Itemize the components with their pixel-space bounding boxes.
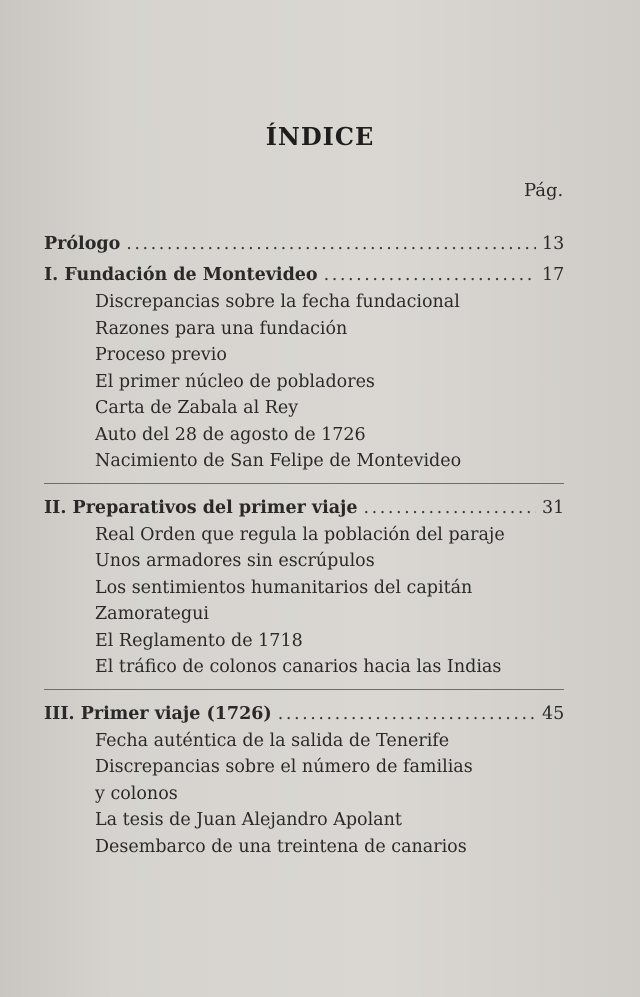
toc-entry-chapter-1 bbox=[44, 261, 564, 475]
toc-entry-chapter-3 bbox=[44, 700, 564, 861]
toc-subitem: El primer núcleo de pobladores bbox=[95, 371, 375, 392]
toc-entry-heading bbox=[44, 700, 564, 728]
toc-entry-page: 31 bbox=[542, 497, 565, 518]
toc-subitem: y colonos bbox=[95, 783, 178, 804]
toc-entry-label: III. Primer viaje (1726) bbox=[44, 703, 272, 724]
toc-entry-page: 17 bbox=[542, 265, 565, 285]
toc-subitem: El Reglamento de 1718 bbox=[95, 630, 303, 651]
toc-entry-chapter-2 bbox=[44, 494, 564, 681]
page-title: ÍNDICE bbox=[265, 122, 375, 151]
toc-subitem: Los sentimientos humanitarios del capitán bbox=[95, 577, 473, 598]
toc-entry-label: Prólogo bbox=[44, 234, 121, 254]
dot-leader bbox=[364, 494, 536, 522]
table-of-contents bbox=[44, 230, 564, 860]
toc-entry-page: 13 bbox=[542, 234, 565, 254]
dot-leader bbox=[324, 261, 536, 289]
toc-entry-heading bbox=[44, 261, 564, 289]
toc-subitem: La tesis de Juan Alejandro Apolant bbox=[95, 810, 402, 830]
dot-leader bbox=[126, 230, 536, 258]
toc-subitems bbox=[44, 728, 564, 861]
toc-subitem: El tráfico de colonos canarios hacia las Indias bbox=[95, 657, 502, 677]
section-divider bbox=[44, 689, 564, 690]
toc-subitem: Discrepancias sobre la fecha fundacional bbox=[95, 292, 460, 312]
toc-entry-heading bbox=[44, 230, 564, 258]
toc-entry-label: II. Preparativos del primer viaje bbox=[44, 497, 358, 518]
dot-leader bbox=[278, 700, 536, 728]
toc-subitems bbox=[44, 522, 564, 681]
toc-subitem: Nacimiento de San Felipe de Montevideo bbox=[95, 451, 462, 471]
toc-entry-label: I. Fundación de Montevideo bbox=[44, 265, 318, 285]
section-divider bbox=[44, 483, 564, 484]
toc-subitem: Real Orden que regula la población del paraje bbox=[95, 524, 505, 545]
toc-subitem: Zamorategui bbox=[95, 604, 209, 624]
page-column-label: Pág. bbox=[524, 180, 564, 201]
toc-subitem: Proceso previo bbox=[95, 345, 227, 365]
toc-subitem: Discrepancias sobre el número de familias bbox=[95, 757, 473, 777]
toc-entry-page: 45 bbox=[542, 703, 565, 724]
toc-entry-heading bbox=[44, 494, 564, 522]
toc-subitem: Auto del 28 de agosto de 1726 bbox=[95, 424, 366, 445]
toc-subitem: Razones para una fundación bbox=[95, 318, 348, 339]
toc-subitem: Desembarco de una treintena de canarios bbox=[95, 836, 467, 857]
toc-subitems bbox=[44, 289, 564, 475]
toc-subitem: Fecha auténtica de la salida de Tenerife bbox=[95, 730, 450, 751]
toc-subitem: Unos armadores sin escrúpulos bbox=[95, 551, 375, 571]
toc-entry-prologo bbox=[44, 230, 564, 258]
toc-subitem: Carta de Zabala al Rey bbox=[95, 398, 299, 418]
